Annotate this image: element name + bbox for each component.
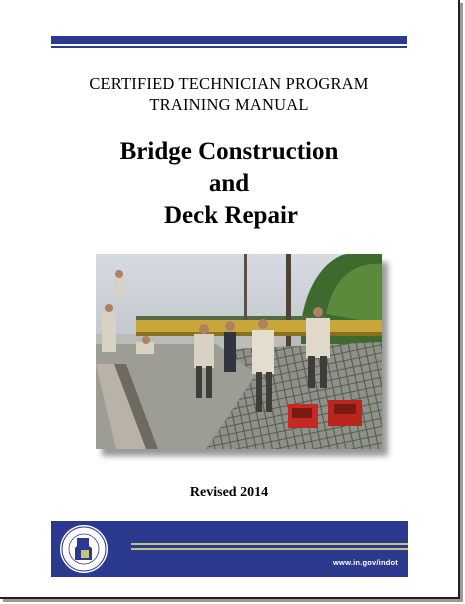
indot-seal-icon [59,524,109,574]
program-line-2: TRAINING MANUAL [149,95,309,114]
footer-stripe-lower [131,548,408,550]
program-heading [0,73,458,115]
manual-title [0,136,458,232]
cover-photo [96,254,382,449]
website-url: www.in.gov/indot [333,558,398,567]
title-line-1: Bridge Construction [119,138,339,165]
revision-date: Revised 2014 [189,485,269,500]
footer-stripe-upper [131,543,408,545]
program-line-1: CERTIFIED TECHNICIAN PROGRAM [89,74,369,93]
title-line-2: and [208,170,250,197]
top-rule [51,36,407,44]
footer-band [51,521,408,577]
title-line-3: Deck Repair [164,202,298,229]
